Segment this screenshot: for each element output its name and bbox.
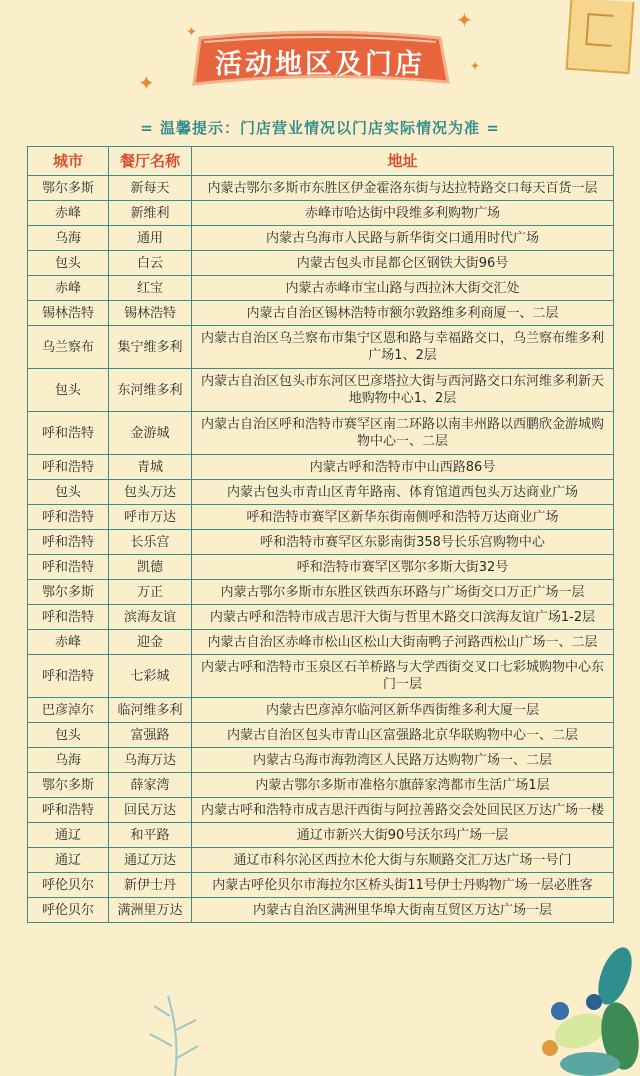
table-row — [28, 773, 614, 798]
cell-store: 锡林浩特 — [109, 301, 192, 326]
cell-store: 长乐宫 — [109, 530, 192, 555]
table-row — [28, 276, 614, 301]
column-header-store: 餐厅名称 — [109, 147, 192, 176]
cell-store: 凯德 — [109, 555, 192, 580]
table-row — [28, 605, 614, 630]
cell-city: 鄂尔多斯 — [28, 773, 109, 798]
cell-address: 内蒙古巴彦淖尔临河区新华西街维多利大厦一层 — [192, 698, 614, 723]
cell-address: 内蒙古包头市昆都仑区钢铁大街96号 — [192, 251, 614, 276]
cell-store: 临河维多利 — [109, 698, 192, 723]
cell-address: 内蒙古包头市青山区青年路南、体育馆道西包头万达商业广场 — [192, 480, 614, 505]
table-row — [28, 480, 614, 505]
cell-store: 呼市万达 — [109, 505, 192, 530]
table-row — [28, 226, 614, 251]
notice-text: = 温馨提示：门店营业情况以门店实际情况为准 = — [140, 119, 500, 137]
cell-city: 乌海 — [28, 748, 109, 773]
table-row — [28, 201, 614, 226]
cell-city: 包头 — [28, 723, 109, 748]
cell-address: 内蒙古鄂尔多斯市准格尔旗薛家湾都市生活广场1层 — [192, 773, 614, 798]
cell-address: 呼和浩特市赛罕区东影南街358号长乐宫购物中心 — [192, 530, 614, 555]
cell-city: 乌兰察布 — [28, 326, 109, 369]
cell-city: 鄂尔多斯 — [28, 176, 109, 201]
card-decoration — [566, 0, 635, 74]
cell-city: 呼和浩特 — [28, 530, 109, 555]
cell-store: 包头万达 — [109, 480, 192, 505]
cell-address: 呼和浩特市赛罕区鄂尔多斯大街32号 — [192, 555, 614, 580]
cell-city: 包头 — [28, 369, 109, 412]
cell-store: 新每天 — [109, 176, 192, 201]
cell-city: 呼和浩特 — [28, 505, 109, 530]
cell-store: 富强路 — [109, 723, 192, 748]
cell-address: 内蒙古自治区满洲里华埠大街南互贸区万达广场一层 — [192, 898, 614, 923]
page-title: 活动地区及门店 — [215, 49, 425, 80]
table-row — [28, 823, 614, 848]
cell-city: 通辽 — [28, 848, 109, 873]
table-row — [28, 455, 614, 480]
star-icon: ✦ — [470, 59, 481, 73]
cell-city: 巴彦淖尔 — [28, 698, 109, 723]
column-header-city: 城市 — [28, 147, 109, 176]
cell-address: 内蒙古呼伦贝尔市海拉尔区桥头街11号伊士丹购物广场一层必胜客 — [192, 873, 614, 898]
cell-store: 新伊士丹 — [109, 873, 192, 898]
cell-store: 红宝 — [109, 276, 192, 301]
table-row — [28, 412, 614, 455]
star-icon: ✦ — [138, 71, 155, 95]
cell-city: 呼伦贝尔 — [28, 873, 109, 898]
cell-store: 回民万达 — [109, 798, 192, 823]
cell-address: 内蒙古鄂尔多斯市东胜区伊金霍洛东街与达拉特路交口每天百货一层 — [192, 176, 614, 201]
cell-address: 内蒙古自治区包头市东河区巴彦塔拉大街与西河路交口东河维多利新天地购物中心1、2层 — [192, 369, 614, 412]
cell-city: 呼和浩特 — [28, 455, 109, 480]
cell-address: 内蒙古呼和浩特市成吉思汗西街与阿拉善路交会处回民区万达广场一楼 — [192, 798, 614, 823]
cell-store: 新维利 — [109, 201, 192, 226]
cell-store: 薛家湾 — [109, 773, 192, 798]
cell-address: 内蒙古自治区锡林浩特市额尔敦路维多利商厦一、二层 — [192, 301, 614, 326]
title-banner — [190, 30, 450, 90]
cell-store: 通辽万达 — [109, 848, 192, 873]
star-icon: ✦ — [456, 8, 473, 32]
cell-store: 通用 — [109, 226, 192, 251]
table-row — [28, 326, 614, 369]
cell-store: 东河维多利 — [109, 369, 192, 412]
cell-city: 包头 — [28, 480, 109, 505]
cell-store: 乌海万达 — [109, 748, 192, 773]
cell-city: 呼和浩特 — [28, 798, 109, 823]
cell-city: 呼和浩特 — [28, 555, 109, 580]
leaf-decoration — [520, 936, 640, 1076]
cell-address: 内蒙古自治区包头市青山区富强路北京华联购物中心一、二层 — [192, 723, 614, 748]
cell-address: 内蒙古乌海市人民路与新华街交口通用时代广场 — [192, 226, 614, 251]
cell-store: 迎金 — [109, 630, 192, 655]
cell-store: 白云 — [109, 251, 192, 276]
store-table — [27, 146, 614, 923]
cell-city: 鄂尔多斯 — [28, 580, 109, 605]
table-row — [28, 251, 614, 276]
table-row — [28, 301, 614, 326]
table-row — [28, 530, 614, 555]
table-row — [28, 555, 614, 580]
cell-store: 青城 — [109, 455, 192, 480]
cell-city: 包头 — [28, 251, 109, 276]
cell-store: 万正 — [109, 580, 192, 605]
cell-store: 金游城 — [109, 412, 192, 455]
star-icon: ✦ — [186, 25, 197, 40]
cell-city: 乌海 — [28, 226, 109, 251]
table-row — [28, 580, 614, 605]
table-row — [28, 369, 614, 412]
cell-city: 呼和浩特 — [28, 655, 109, 698]
table-row — [28, 630, 614, 655]
cell-address: 呼和浩特市赛罕区新华东街南侧呼和浩特万达商业广场 — [192, 505, 614, 530]
table-row — [28, 748, 614, 773]
cell-store: 七彩城 — [109, 655, 192, 698]
cell-city: 通辽 — [28, 823, 109, 848]
table-row — [28, 505, 614, 530]
table-row — [28, 176, 614, 201]
cell-city: 锡林浩特 — [28, 301, 109, 326]
cell-address: 内蒙古自治区呼和浩特市赛罕区南二环路以南丰州路以西鹏欣金游城购物中心一、二层 — [192, 412, 614, 455]
cell-city: 呼伦贝尔 — [28, 898, 109, 923]
cell-store: 满洲里万达 — [109, 898, 192, 923]
table-row — [28, 848, 614, 873]
cell-store: 滨海友谊 — [109, 605, 192, 630]
table-row — [28, 798, 614, 823]
table-body — [28, 176, 614, 923]
table-row — [28, 873, 614, 898]
cell-address: 内蒙古呼和浩特市中山西路86号 — [192, 455, 614, 480]
table-row — [28, 698, 614, 723]
cell-store: 集宁维多利 — [109, 326, 192, 369]
table-row — [28, 898, 614, 923]
cell-address: 内蒙古自治区赤峰市松山区松山大街南鸭子河路西松山广场一、二层 — [192, 630, 614, 655]
cell-address: 内蒙古乌海市海勃湾区人民路万达购物广场一、二层 — [192, 748, 614, 773]
cell-city: 呼和浩特 — [28, 605, 109, 630]
cell-address: 通辽市科尔沁区西拉木伦大街与东顺路交汇万达广场一号门 — [192, 848, 614, 873]
cell-city: 赤峰 — [28, 276, 109, 301]
cell-address: 内蒙古自治区乌兰察布市集宁区恩和路与幸福路交口，乌兰察布维多利广场1、2层 — [192, 326, 614, 369]
leaf-decoration — [120, 986, 220, 1076]
cell-address: 内蒙古鄂尔多斯市东胜区铁西东环路与广场街交口万正广场一层 — [192, 580, 614, 605]
cell-address: 赤峰市哈达街中段维多利购物广场 — [192, 201, 614, 226]
table-header-row — [28, 147, 614, 176]
cell-city: 赤峰 — [28, 201, 109, 226]
cell-address: 通辽市新兴大街90号沃尔玛广场一层 — [192, 823, 614, 848]
cell-city: 赤峰 — [28, 630, 109, 655]
cell-address: 内蒙古呼和浩特市玉泉区石羊桥路与大学西街交叉口七彩城购物中心东门一层 — [192, 655, 614, 698]
cell-store: 和平路 — [109, 823, 192, 848]
cell-address: 内蒙古赤峰市宝山路与西拉沐大街交汇处 — [192, 276, 614, 301]
cell-address: 内蒙古呼和浩特市成吉思汗大街与哲里木路交口滨海友谊广场1-2层 — [192, 605, 614, 630]
column-header-address: 地址 — [192, 147, 614, 176]
table-row — [28, 655, 614, 698]
cell-city: 呼和浩特 — [28, 412, 109, 455]
table-row — [28, 723, 614, 748]
